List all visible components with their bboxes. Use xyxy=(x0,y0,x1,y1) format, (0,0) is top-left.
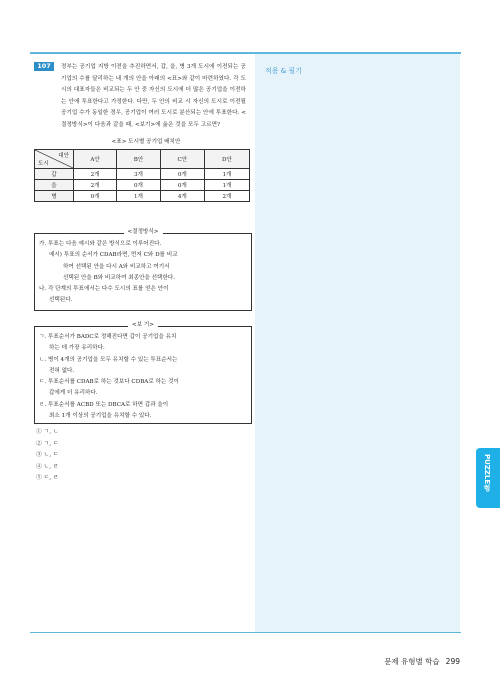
question-text: 정부는 공기업 지방 이전을 추진하면서, 갑, 을, 병 3개 도시에 이전되는 공기업의 수를 달리하는 네 개의 안을 아래의 <표>와 같이 마련하였다. 각 도시의 대표자들은 비교되는 두 안 중 자신의 도시에 더 많은 공기업을 이전하는 안에 투표한다고 가정한다. 다만, 두 안의 비교 시 자신의 도시로 이전될 공기업 수가 동일한 경우, 공기업이 여러 도시로 분산되는 안에 투표한다. <결정방식>이 다음과 같을 때, <보기>에 옳은 것을 모두 고르면? xyxy=(61,64,246,128)
bogi-line: ㄱ. 투표순서가 BADC로 정해진다면 갑이 공기업을 유치 xyxy=(39,334,177,340)
table-cell: 1개 xyxy=(117,190,160,201)
bogi-line: ㄴ. 병이 4개의 공기업을 모두 유치할 수 있는 투표순서는 xyxy=(39,356,178,363)
table-cell: 0개 xyxy=(117,179,160,190)
table-row xyxy=(35,168,250,179)
table-cell: 2개 xyxy=(74,168,117,179)
footer-section: 문제 유형별 학습 xyxy=(384,657,440,666)
corner-bottom-label: 도시 xyxy=(38,160,49,167)
bogi-box xyxy=(34,322,252,424)
bogi-line: ㄷ. 투표순서를 CDAB로 하는 것보다 CDBA로 하는 것이 xyxy=(39,379,179,386)
decision-line: 나. 각 단계의 투표에서는 다수 도시의 표를 얻은 안이 xyxy=(39,286,169,293)
table-cell: 2개 xyxy=(74,179,117,190)
answer-choices xyxy=(36,427,59,485)
bogi-line: 하는 데 가장 유리하다. xyxy=(49,345,105,352)
page-footer xyxy=(384,656,460,667)
table-cell: 1개 xyxy=(204,179,249,190)
side-tab-label: PUZZLE형 xyxy=(483,454,491,492)
row-header: 병 xyxy=(35,190,74,201)
table-corner-cell xyxy=(35,149,74,168)
decision-line: 가. 투표는 다음 예시와 같은 방식으로 이루어진다. xyxy=(39,241,162,247)
choice-item[interactable]: ⑤ ㄷ, ㄹ xyxy=(36,475,59,482)
column-header: A안 xyxy=(74,149,117,168)
bottom-divider xyxy=(30,632,461,633)
table-cell: 0개 xyxy=(160,179,204,190)
table-cell: 3개 xyxy=(117,168,160,179)
choice-item[interactable]: ③ ㄴ, ㄷ xyxy=(36,452,59,459)
decision-title: <결정방식> xyxy=(124,229,163,235)
memo-label: 적용 & 필기 xyxy=(265,67,302,75)
bogi-line: 최소 1개 이상의 공기업을 유치할 수 있다. xyxy=(49,413,152,420)
bogi-line: ㄹ. 투표순서를 ACBD 또는 DBCA로 하면 갑과 을이 xyxy=(39,401,169,408)
decision-line: 선택된 안을 B와 비교하여 최종안을 선택한다. xyxy=(63,274,176,281)
table-cell: 4개 xyxy=(160,190,204,201)
distribution-table xyxy=(34,149,250,202)
table-row xyxy=(35,179,250,190)
table-cell: 0개 xyxy=(160,168,204,179)
decision-line: 하여 선택된 안을 다시 A와 비교하고 여기서 xyxy=(63,263,170,270)
column-header: C안 xyxy=(160,149,204,168)
question-block xyxy=(36,62,246,202)
bogi-line: 전혀 없다. xyxy=(49,367,75,374)
choice-item[interactable]: ① ㄱ, ㄴ xyxy=(36,429,59,435)
table-row xyxy=(35,190,250,201)
page-number: 299 xyxy=(445,657,460,666)
row-header: 을 xyxy=(35,179,74,190)
decision-box xyxy=(34,229,252,311)
row-header: 갑 xyxy=(35,168,74,179)
decision-line: 선택된다. xyxy=(49,297,73,304)
column-header: D안 xyxy=(204,149,249,168)
table-cell: 2개 xyxy=(204,190,249,201)
question-number: 107 xyxy=(34,62,54,71)
table-cell: 1개 xyxy=(204,168,249,179)
table-cell: 0개 xyxy=(74,190,117,201)
bogi-title: <보 기> xyxy=(128,322,158,328)
side-tab-puzzle xyxy=(476,448,500,508)
bogi-line: 갑에게 더 유리하다. xyxy=(49,390,98,397)
memo-panel xyxy=(255,54,460,632)
decision-line: 예시) 투표의 순서가 CDAB라면, 먼저 C와 D를 비교 xyxy=(49,252,178,259)
choice-item[interactable]: ② ㄱ, ㄷ xyxy=(36,440,59,447)
corner-top-label: 대안 xyxy=(58,152,69,159)
column-header: B안 xyxy=(117,149,160,168)
choice-item[interactable]: ④ ㄴ, ㄹ xyxy=(36,463,59,470)
table-caption: <표> 도시별 공기업 배치안 xyxy=(111,138,181,145)
